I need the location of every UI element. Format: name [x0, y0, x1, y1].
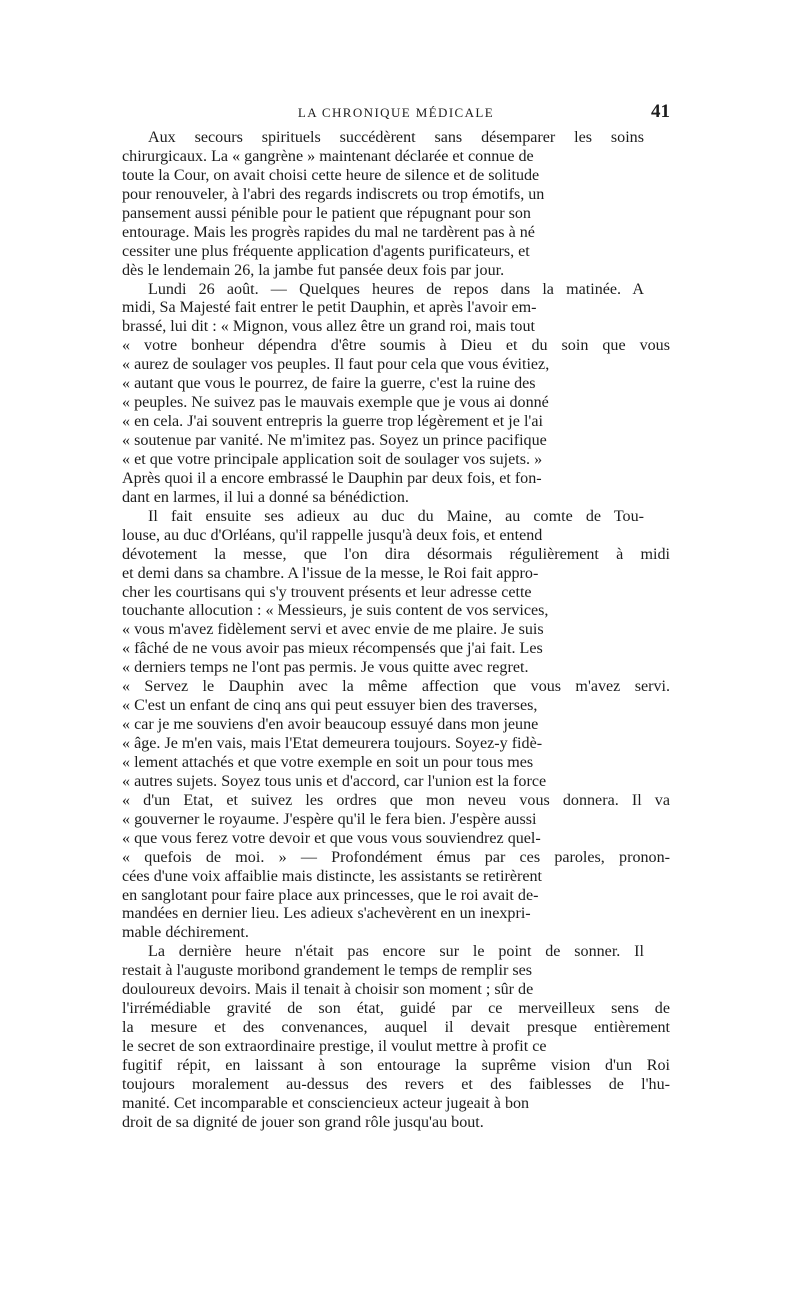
text-line: droit de sa dignité de jouer son grand rôle jusqu'au bout.	[122, 1113, 484, 1131]
text-line: restait à l'auguste moribond grandement le temps de remplir ses	[122, 962, 533, 980]
text-line: midi, Sa Majesté fait entrer le petit Dauphin, et après l'avoir em-	[122, 299, 537, 317]
text-line: « autant que vous le pourrez, de faire la guerre, c'est la ruine des	[122, 375, 536, 393]
text-line: Il fait ensuite ses adieux au duc du Maine, au comte de Tou-	[148, 507, 644, 525]
text-line: cessiter une plus fréquente application d'agents purificateurs, et	[122, 242, 530, 260]
text-line: chirurgicaux. La « gangrène » maintenant déclarée et connue de	[122, 147, 534, 165]
running-head	[122, 101, 670, 131]
text-line: « Servez le Dauphin avec la même affection que vous m'avez servi.	[122, 678, 670, 696]
text-line: « d'un Etat, et suivez les ordres que mon neveu vous donnera. Il va	[122, 791, 670, 809]
text-line: louse, au duc d'Orléans, qu'il rappelle jusqu'à deux fois, et entend	[122, 526, 543, 544]
text-line: « vous m'avez fidèlement servi et avec envie de me plaire. Je suis	[122, 621, 544, 639]
text-line: et demi dans sa chambre. A l'issue de la messe, le Roi fait appro-	[122, 564, 539, 582]
text-line: « soutenue par vanité. Ne m'imitez pas. Soyez un prince pacifique	[122, 432, 547, 449]
text-line: manité. Cet incomparable et consciencieux acteur jugeait à bon	[122, 1094, 530, 1112]
text-line: le secret de son extraordinaire prestige, il voulut mettre à profit ce	[122, 1038, 547, 1055]
text-line: « que vous ferez votre devoir et que vous vous souviendrez quel-	[122, 829, 541, 847]
text-line: « aurez de soulager vos peuples. Il faut pour cela que vous évitiez,	[122, 356, 550, 374]
text-line: « âge. Je m'en vais, mais l'Etat demeurera toujours. Soyez-y fidè-	[122, 735, 543, 752]
text-line: toute la Cour, on avait choisi cette heure de silence et de solitude	[122, 166, 540, 184]
text-line: touchante allocution : « Messieurs, je suis content de vos services,	[122, 602, 549, 620]
text-line: dant en larmes, il lui a donné sa bénédiction.	[122, 488, 409, 506]
text-line: cher les courtisans qui s'y trouvent présents et leur adresse cette	[122, 583, 532, 601]
text-line: « gouverner le royaume. J'espère qu'il le fera bien. J'espère aussi	[122, 810, 537, 828]
text-line: Aux secours spirituels succédèrent sans désemparer les soins	[148, 129, 644, 146]
text-line: « en cela. J'ai souvent entrepris la guerre trop légèrement et je l'ai	[122, 413, 543, 431]
text-line: fugitif répit, en laissant à son entourage la suprême vision d'un Roi	[122, 1056, 670, 1074]
text-line: pansement aussi pénible pour le patient que répugnant pour son	[122, 204, 531, 222]
text-line: dévotement la messe, que l'on dira désormais régulièrement à midi	[122, 545, 670, 563]
text-line: Lundi 26 août. — Quelques heures de repos dans la matinée. A	[148, 280, 644, 298]
text-line: « et que votre principale application soit de soulager vos sujets. »	[122, 450, 543, 468]
text-line: la mesure et des convenances, auquel il devait presque entièrement	[122, 1019, 670, 1037]
text-line: « lement attachés et que votre exemple en soit un pour tous mes	[122, 753, 534, 771]
text-line: douloureux devoirs. Mais il tenait à choisir son moment ; sûr de	[122, 981, 534, 999]
text-line: « autres sujets. Soyez tous unis et d'accord, car l'union est la force	[122, 772, 547, 790]
text-line: mandées en dernier lieu. Les adieux s'achevèrent en un inexpri-	[122, 905, 531, 923]
text-line: en sanglotant pour faire place aux princesses, que le roi avait de-	[122, 886, 539, 904]
text-line: cées d'une voix affaiblie mais distincte, les assistants se retirèrent	[122, 867, 543, 885]
text-line: entourage. Mais les progrès rapides du mal ne tardèrent pas à né	[122, 223, 535, 241]
text-line: toujours moralement au-dessus des revers et des faiblesses de l'hu-	[122, 1075, 670, 1093]
text-line: brassé, lui dit : « Mignon, vous allez être un grand roi, mais tout	[122, 318, 535, 336]
text-line: dès le lendemain 26, la jambe fut pansée deux fois par jour.	[122, 261, 505, 279]
text-line: mable déchirement.	[122, 924, 249, 942]
text-line: « car je me souviens d'en avoir beaucoup essuyé dans mon jeune	[122, 716, 539, 734]
text-line: l'irrémédiable gravité de son état, guidé par ce merveilleux sens de	[122, 1000, 670, 1018]
page-number: 41	[651, 101, 670, 122]
text-line: La dernière heure n'était pas encore sur le point de sonner. Il	[148, 943, 644, 961]
text-line: Après quoi il a encore embrassé le Dauphin par deux fois, et fon-	[122, 469, 542, 487]
text-line: « derniers temps ne l'ont pas permis. Je vous quitte avec regret.	[122, 659, 529, 677]
text-line: pour renouveler, à l'abri des regards indiscrets ou trop émotifs, un	[122, 185, 545, 203]
running-title: LA CHRONIQUE MÉDICALE	[297, 105, 495, 120]
text-line: « quefois de moi. » — Profondément émus par ces paroles, pronon-	[122, 848, 670, 866]
body-text	[122, 129, 670, 1133]
text-line: « votre bonheur dépendra d'être soumis à Dieu et du soin que vous	[122, 337, 670, 355]
text-line: « C'est un enfant de cinq ans qui peut essuyer bien des traverses,	[122, 697, 538, 715]
text-line: « fâché de ne vous avoir pas mieux récompensés que j'ai fait. Les	[122, 640, 543, 658]
text-line: « peuples. Ne suivez pas le mauvais exemple que je vous ai donné	[122, 394, 549, 412]
